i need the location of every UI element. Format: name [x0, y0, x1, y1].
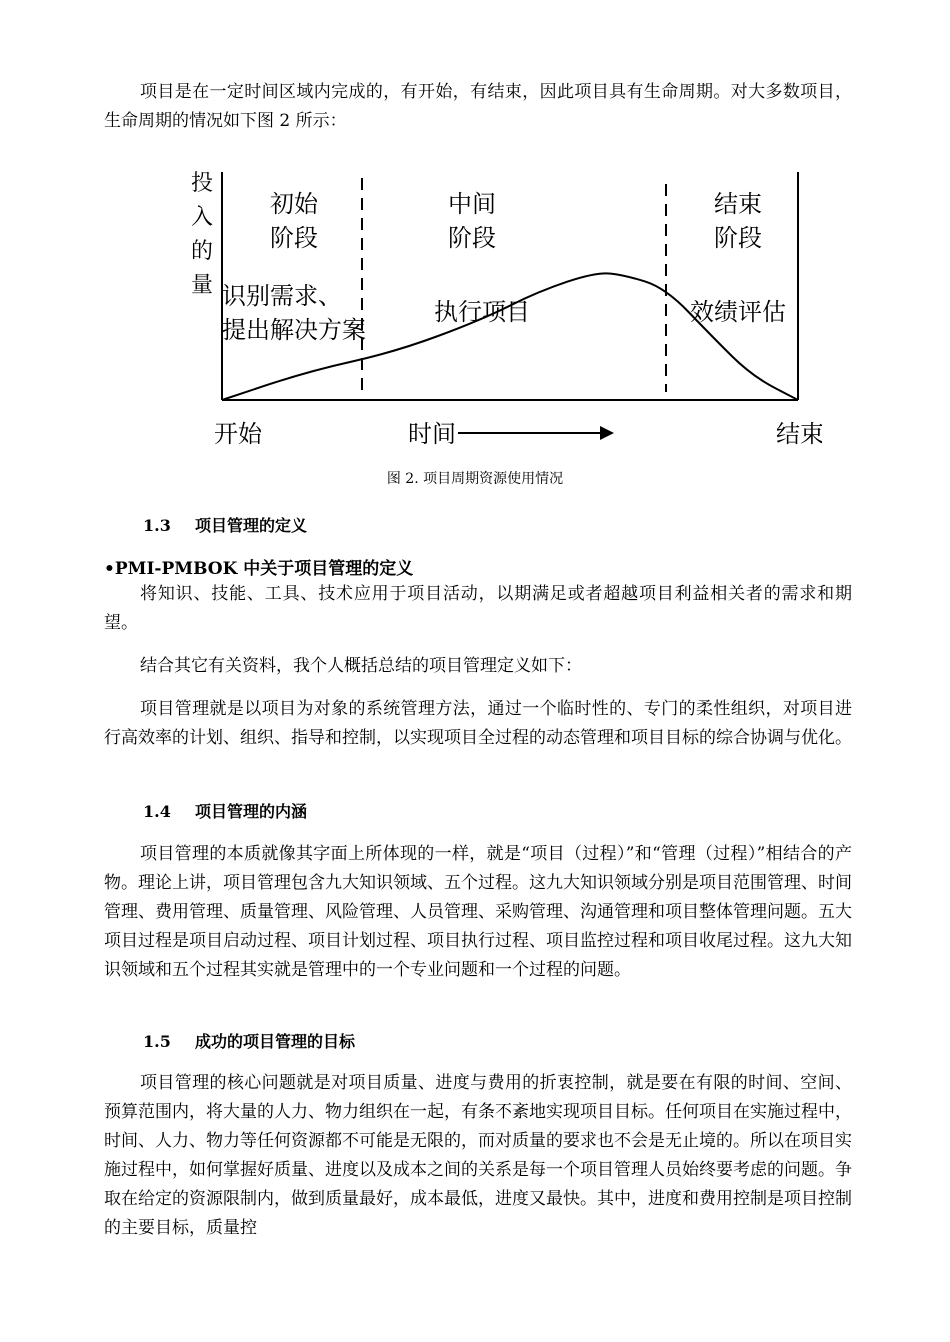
heading-1-4 [143, 799, 307, 822]
lifecycle-figure [182, 160, 822, 460]
paragraph-summary-intro: 结合其它有关资料，我个人概括总结的项目管理定义如下： [140, 656, 582, 676]
x-end-label: 结束 [776, 420, 822, 448]
phase2-line2: 阶段 [448, 224, 496, 252]
time-arrow-head [600, 426, 614, 440]
phase1-line1: 初始 [270, 190, 318, 218]
bullet-heading-pmbok: •PMI-PMBOK 中关于项目管理的定义 [104, 559, 414, 579]
paragraph-lifecycle-intro: 项目是在一定时间区域内完成的，有开始，有结束，因此项目具有生命周期。对大多数项目，生命周期的情况如下图 2 所示： [104, 82, 852, 131]
heading-1-5 [143, 1029, 355, 1052]
heading-1-5-title: 成功的项目管理的目标 [195, 1032, 356, 1051]
heading-1-5-number: 1.5 [143, 1032, 171, 1051]
phase1-line2: 阶段 [270, 224, 318, 252]
phase3-line1: 结束 [714, 190, 762, 218]
paragraph-personal-definition: 项目管理就是以项目为对象的系统管理方法，通过一个临时性的、专门的柔性组织，对项目进行高效率的计划、组织、指导和控制，以实现项目全过程的动态管理和项目目标的综合协调与优化。 [104, 699, 852, 748]
paragraph-pmbok-definition: 将知识、技能、工具、技术应用于项目活动，以期满足或者超越项目利益相关者的需求和期望。 [104, 584, 852, 633]
activity2-label: 执行项目 [434, 298, 530, 326]
figure-caption: 图 2. 项目周期资源使用情况 [386, 471, 564, 487]
lifecycle-chart [182, 160, 822, 460]
heading-1-4-title: 项目管理的内涵 [195, 802, 308, 821]
x-start-label: 开始 [214, 420, 262, 448]
heading-1-4-number: 1.4 [143, 802, 171, 821]
ylabel-char-3: 的 [190, 239, 214, 264]
phase2-line1: 中间 [448, 190, 496, 218]
ylabel-char-2: 入 [190, 205, 214, 230]
activity1-line1: 识别需求、 [222, 282, 342, 310]
paragraph-goals: 项目管理的核心问题就是对项目质量、进度与费用的折衷控制，就是要在有限的时间、空间、预算范围内，将大量的人力、物力组织在一起，有条不紊地实现项目目标。任何项目在实施过程中，时间、人力、物力等任何资源都不可能是无限的，而对质量的要求也不会是无止境的。所以在项目实施过程中，如何掌握好质量、进度以及成本之间的关系是每一个项目管理人员始终要考虑的问题。争取在给定的资源限制内，做到质量最好，成本最低，进度又最快。其中，进度和费用控制是项目控制的主要目标，质量控 [104, 1073, 852, 1238]
activity3-label: 效绩评估 [690, 298, 786, 326]
paragraph-connotation: 项目管理的本质就像其字面上所体现的一样，就是“项目（过程）”和“管理（过程）”相结合的产物。理论上讲，项目管理包含九大知识领域、五个过程。这九大知识领域分别是项目范围管理、时间管理、费用管理、质量管理、风险管理、人员管理、采购管理、沟通管理和项目整体管理问题。五大项目过程是项目启动过程、项目计划过程、项目执行过程、项目监控过程和项目收尾过程。这九大知识领域和五个过程其实就是管理中的一个专业问题和一个过程的问题。 [104, 844, 852, 980]
ylabel-char-1: 投 [190, 171, 214, 196]
x-time-label: 时间 [408, 420, 456, 448]
phase3-line2: 阶段 [714, 224, 762, 252]
heading-1-3-number: 1.3 [143, 516, 171, 535]
activity1-line2: 提出解决方案 [222, 316, 366, 344]
heading-1-3-title: 项目管理的定义 [195, 516, 308, 535]
heading-1-3 [143, 513, 307, 536]
ylabel-char-4: 量 [190, 273, 214, 298]
